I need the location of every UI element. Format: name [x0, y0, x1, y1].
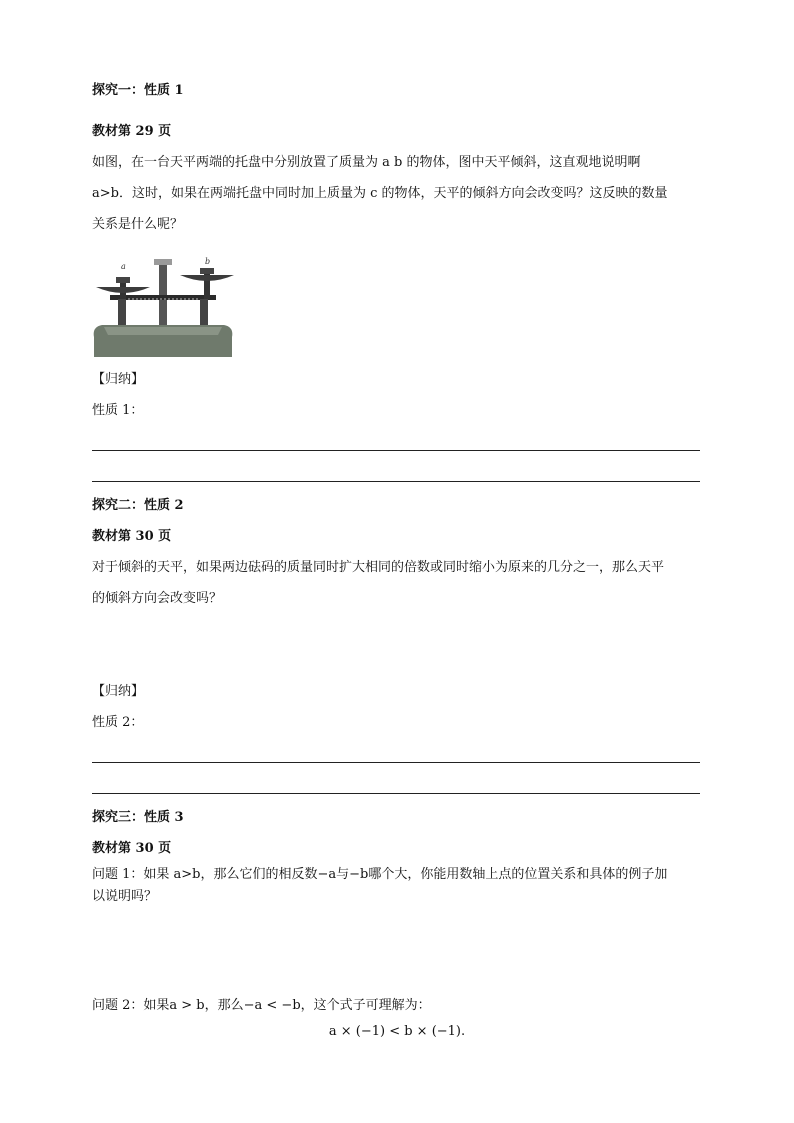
figure-label-a: a: [121, 262, 126, 271]
section1-paragraph-line3: 关系是什么呢？: [92, 217, 184, 232]
answer-line: [92, 481, 700, 482]
section1-paragraph-line2: a>b．这时，如果在两端托盘中同时加上质量为 c 的物体，天平的倾斜方向会改变吗？这反映的数量: [92, 186, 668, 201]
section2-textbook-ref: 教材第 30 页: [92, 529, 172, 544]
section1-heading: 探究一：性质 1: [92, 83, 184, 98]
section2-heading: 探究二：性质 2: [92, 498, 184, 513]
question2-line: 问题 2：如果a > b，那么−a < −b，这个式子可理解为：: [92, 998, 431, 1013]
section1-summary-label: 【归纳】: [92, 372, 145, 387]
section2-paragraph-line2: 的倾斜方向会改变吗？: [92, 591, 223, 606]
section1-textbook-ref: 教材第 29 页: [92, 124, 172, 139]
answer-line: [92, 450, 700, 451]
question1-line2: 以说明吗？: [92, 889, 158, 904]
question2-formula: a × (−1) < b × (−1).: [328, 1024, 466, 1039]
balance-scale-image: [88, 255, 238, 360]
section2-summary-label: 【归纳】: [92, 684, 145, 699]
question1-line1: 问题 1：如果 a>b，那么它们的相反数−a与−b哪个大，你能用数轴上点的位置关系和具体的例子加: [92, 867, 668, 882]
section1-paragraph-line1: 如图，在一台天平两端的托盘中分别放置了质量为 a b 的物体，图中天平倾斜，这直观地说明啊: [92, 155, 641, 170]
answer-line: [92, 793, 700, 794]
section2-paragraph-line1: 对于倾斜的天平，如果两边砝码的质量同时扩大相同的倍数或同时缩小为原来的几分之一，那么天平: [92, 560, 665, 575]
answer-line: [92, 762, 700, 763]
section1-property-label: 性质 1：: [92, 403, 144, 418]
figure-label-b: b: [205, 257, 211, 266]
section3-heading: 探究三：性质 3: [92, 810, 184, 825]
section3-textbook-ref: 教材第 30 页: [92, 841, 172, 856]
section2-property-label: 性质 2：: [92, 715, 144, 730]
